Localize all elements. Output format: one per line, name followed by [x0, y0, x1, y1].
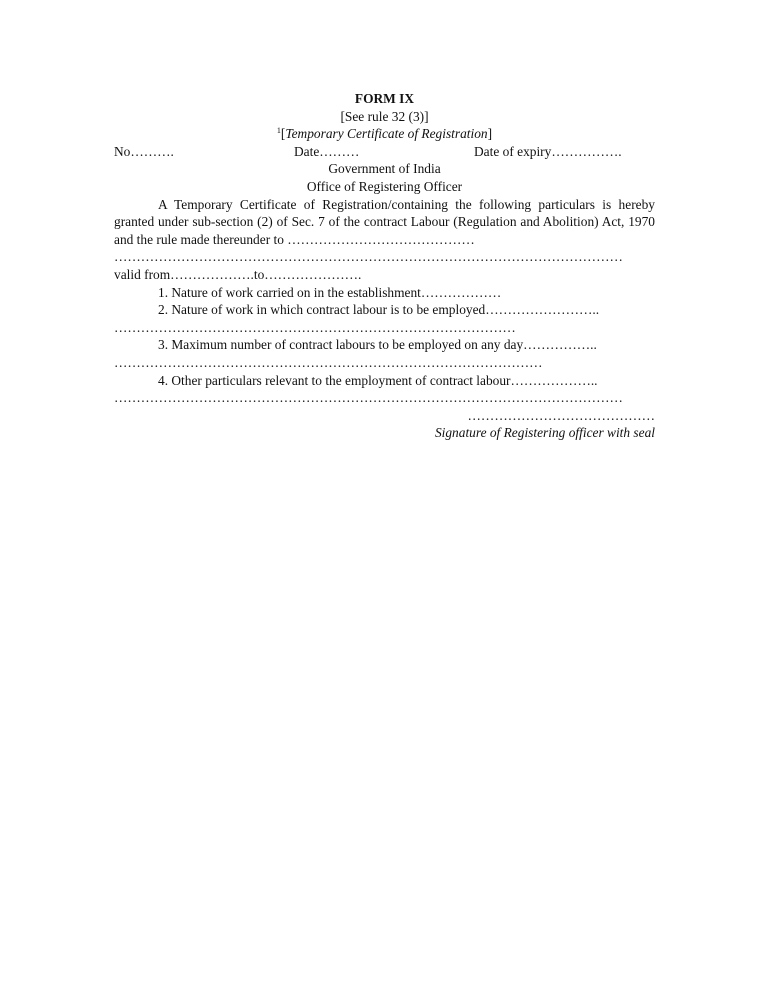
- particular-item-2-continuation: ………………………………………………………………………………: [114, 319, 516, 335]
- form-subtitle: [114, 125, 655, 143]
- form-title: FORM IX: [354, 91, 415, 106]
- particular-item-2: 2. Nature of work in which contract labour is to be employed……………………..: [158, 302, 600, 318]
- particular-item-4: 4. Other particulars relevant to the employment of contract labour………………..: [158, 372, 598, 388]
- particular-item-4-continuation: ……………………………………………………………………………………………………: [114, 390, 623, 406]
- header-row: [114, 143, 655, 161]
- validity-period: valid from……………….to………………….: [114, 266, 362, 282]
- particular-item-3-continuation: ……………………………………………………………………………………: [114, 354, 543, 370]
- form-body: [114, 90, 655, 442]
- signature-dots: ……………………………………: [467, 407, 655, 423]
- authority-office: Office of Registering Officer: [306, 178, 463, 194]
- subtitle-text: Temporary Certificate of Registration: [285, 126, 488, 142]
- dotted-line: ……………………………………………………………………………………………………: [114, 249, 623, 265]
- signature-label: Signature of Registering officer with seal: [434, 425, 655, 441]
- particular-item-3: 3. Maximum number of contract labours to be employed on any day……………..: [158, 337, 597, 353]
- grant-paragraph: A Temporary Certificate of Registration/containing the following particulars is hereby granted under sub-section (2) of Sec. 7 of the contract Labour (Regulation and Abolition) Act, 1970 and the rule made thereunder to ……………………………………: [114, 196, 655, 247]
- authority-government: Government of India: [328, 161, 441, 177]
- certificate-number: No……….: [114, 143, 174, 159]
- expiry-date: Date of expiry…………….: [474, 143, 622, 159]
- particular-item-1: 1. Nature of work carried on in the establishment………………: [158, 284, 502, 300]
- form-rule: [See rule 32 (3)]: [340, 108, 429, 124]
- subtitle-open-bracket: [: [280, 126, 286, 142]
- certificate-date: Date………: [294, 143, 360, 159]
- subtitle-close-bracket: ]: [487, 126, 493, 142]
- footnote-marker: 1: [276, 126, 281, 136]
